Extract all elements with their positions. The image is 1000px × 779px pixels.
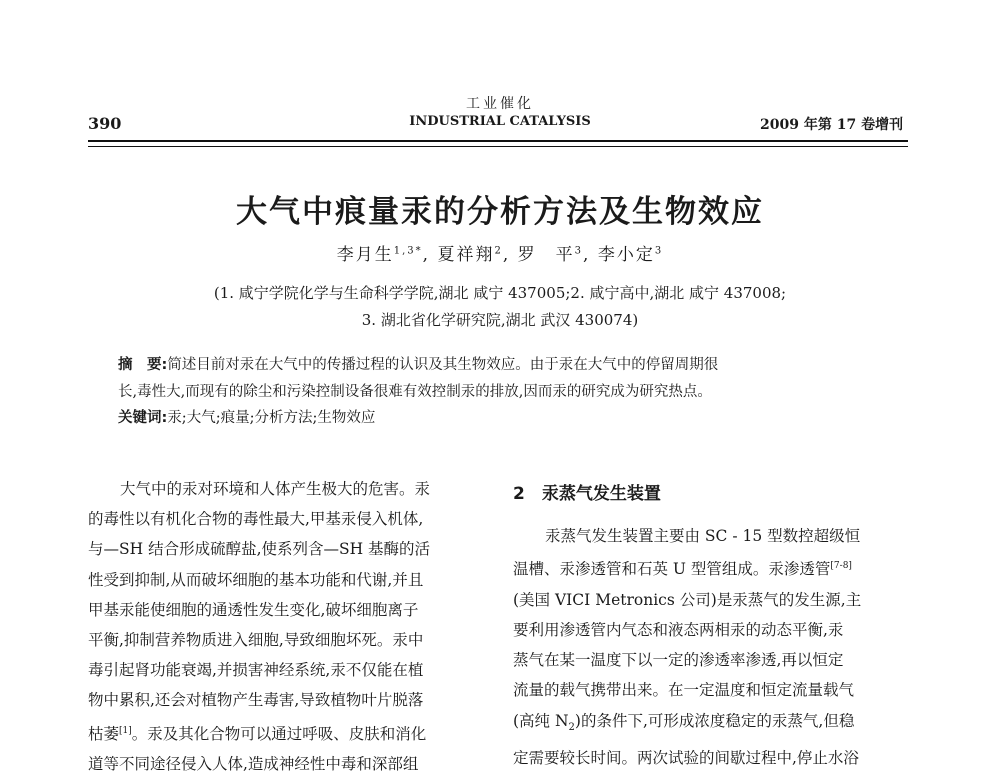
body-line-part: 。汞及其化合物可以通过呼吸、皮肤和消化	[131, 724, 427, 743]
subscript: 2	[568, 721, 575, 733]
body-line-part: (高纯 N	[513, 711, 569, 730]
header-rule-thick	[88, 140, 908, 142]
journal-title-cn: 工业催化	[466, 96, 534, 112]
author-sup: 3	[574, 245, 584, 257]
body-line	[513, 551, 908, 584]
body-line: 道等不同途径侵入人体,造成神经性中毒和深部组	[88, 754, 419, 773]
body-line: 甲基汞能使细胞的通透性发生变化,破坏细胞离子	[88, 600, 419, 619]
citation-ref: [7-8]	[830, 561, 852, 572]
page-number: 390	[88, 114, 122, 133]
header-rule-thin	[88, 146, 908, 147]
article-title: 大气中痕量汞的分析方法及生物效应	[236, 194, 764, 230]
abstract-text: 长,毒性大,而现有的除尘和污染控制设备很难有效控制汞的排放,因而汞的研究成为研究热点。	[118, 383, 712, 400]
abstract-text: 简述目前对汞在大气中的传播过程的认识及其生物效应。由于汞在大气中的停留周期很	[167, 357, 719, 373]
author-sup: 2	[494, 245, 503, 257]
body-line: 定需要较长时间。两次试验的间歇过程中,停止水浴	[513, 748, 859, 767]
issue-info: 2009 年第 17 卷增刊	[760, 117, 904, 133]
body-line	[513, 706, 908, 743]
body-line	[88, 716, 483, 749]
author-sup: 1,3*	[393, 245, 423, 257]
body-line: 性受到抑制,从而破坏细胞的基本功能和代谢,并且	[88, 570, 424, 589]
body-line: 要利用渗透管内气态和液态两相汞的动态平衡,汞	[513, 620, 844, 639]
section-heading: 2 汞蒸气发生装置	[513, 484, 661, 504]
body-line: 与—SH 结合形成硫醇盐,使系列含—SH 基酶的活	[88, 540, 431, 559]
body-line: 平衡,抑制营养物质进入细胞,导致细胞坏死。汞中	[88, 631, 424, 650]
body-right-column	[513, 474, 908, 773]
body-left-column	[88, 474, 483, 779]
citation-ref: [1]	[119, 725, 132, 736]
author-name: 夏祥翔	[437, 245, 495, 265]
author-list: 李月生$^{1,3*}$, 夏祥翔$^2$, 罗 平$^3$, 李小定$^3$	[336, 245, 664, 265]
keywords-label: 关键词:	[118, 410, 168, 426]
body-line-part: )的条件下,可形成浓度稳定的汞蒸气,但稳	[574, 711, 855, 730]
body-line-part: 枯萎	[88, 724, 120, 743]
affiliation-line-2: 3. 湖北省化学研究院,湖北 武汉 430074)	[361, 311, 639, 329]
body-line: 的毒性以有机化合物的毒性最大,甲基汞侵入机体,	[88, 510, 424, 529]
affiliation-line-1: (1. 咸宁学院化学与生命科学学院,湖北 咸宁 437005;2. 咸宁高中,湖北 咸宁 437008;	[213, 284, 787, 302]
body-line-part: 温槽、汞渗透管和石英 U 型管组成。汞渗透管	[513, 560, 831, 579]
keywords-text: 汞;大气;痕量;分析方法;生物效应	[167, 410, 376, 426]
abstract-label: 摘 要:	[118, 357, 168, 373]
author-name: 李月生	[336, 245, 394, 265]
journal-title-en: INDUSTRIAL CATALYSIS	[409, 114, 591, 129]
body-line: 蒸气在某一温度下以一定的渗透率渗透,再以恒定	[513, 651, 844, 670]
author-name: 李小定	[597, 245, 655, 265]
body-line: 物中累积,还会对植物产生毒害,导致植物叶片脱落	[88, 691, 424, 710]
author-sup: 3	[654, 245, 664, 257]
author-name: 罗 平	[517, 245, 575, 265]
body-line: 大气中的汞对环境和人体产生极大的危害。汞	[120, 480, 431, 498]
abstract	[118, 352, 888, 432]
body-line: (美国 VICI Metronics 公司)是汞蒸气的发生源,主	[513, 590, 862, 609]
body-line: 流量的载气携带出来。在一定温度和恒定流量载气	[513, 681, 855, 700]
body-line: 汞蒸气发生装置主要由 SC - 15 型数控超级恒	[545, 527, 861, 546]
body-line: 毒引起肾功能衰竭,并损害神经系统,汞不仅能在植	[88, 661, 424, 680]
